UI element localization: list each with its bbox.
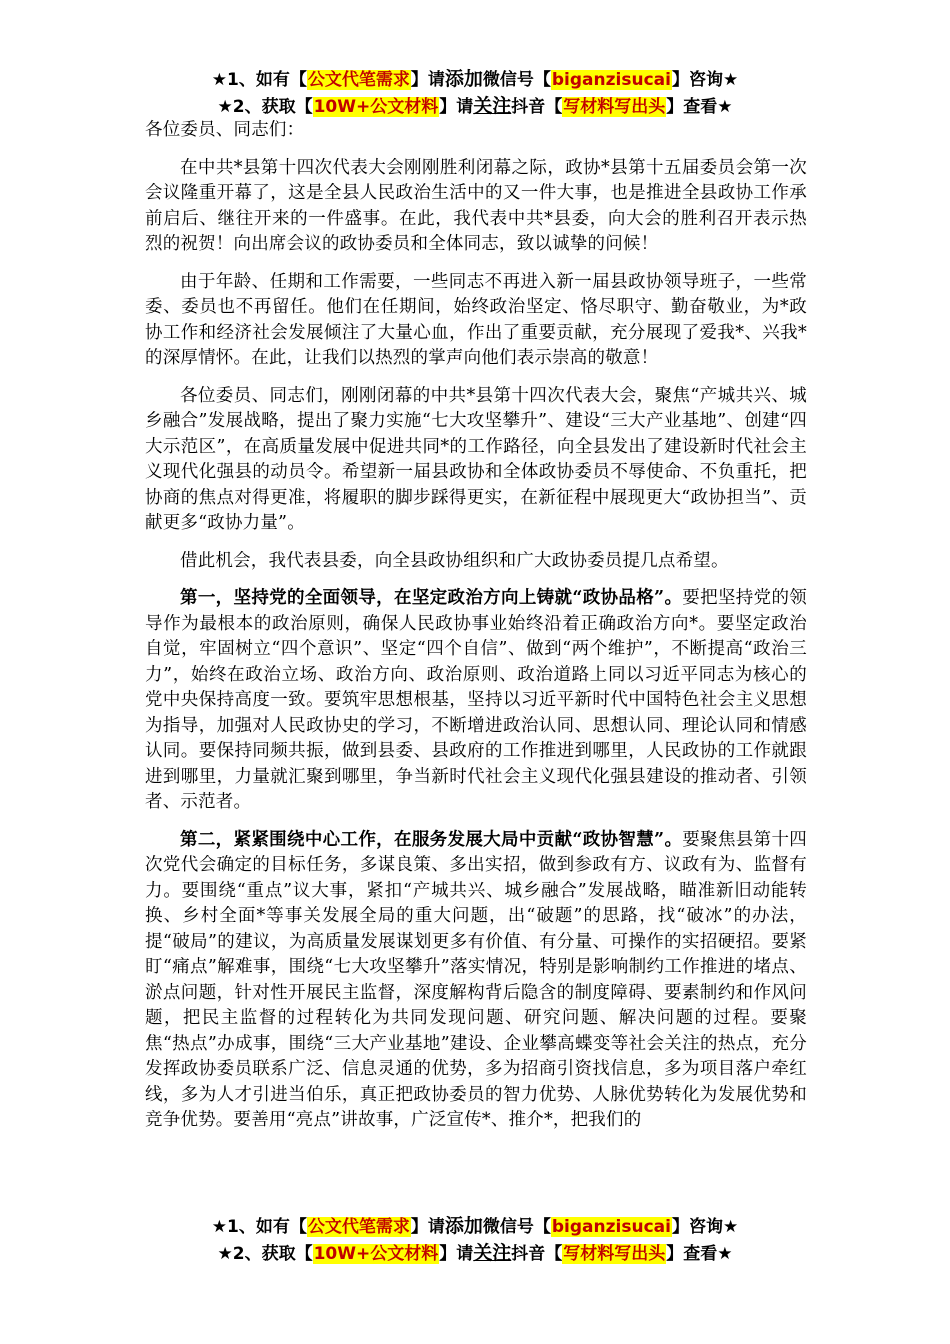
banner-text: 】请: [439, 97, 474, 117]
header-line-2: [0, 93, 950, 120]
point-body: 要把坚持党的领导作为最根本的政治原则，确保人民政协事业始终沿着正确政治方向*。要坚定政治自觉，牢固树立“四个意识”、坚定“四个自信”、做到“两个维护”，不断提高“政治三力”，始终在政治立场、政治方向、政治原则、政治道路上同以习近平同志为核心的党中央保持高度一致。要筑牢思想根基，坚持以习近平新时代中国特色社会主义思想为指导，加强对人民政协史的学习，不断增进政治认同、思想认同、理论认同和情感认同。要保持同频共振，做到县委、县政府的工作推进到哪里，人民政协的工作就跟进到哪里，力量就汇聚到哪里，争当新时代社会主义现代化强县建设的推动者、引领者、示范者。: [145, 588, 807, 812]
paragraph-second-point: [145, 828, 807, 1134]
banner-text: 抖音【: [511, 97, 563, 117]
banner-text: 抖音【: [511, 1244, 563, 1264]
banner-text: ★2、获取【: [217, 97, 313, 117]
header-line-1: [0, 66, 950, 93]
banner-highlight: 公文代笔需求: [307, 70, 410, 90]
banner-highlight: 写材料写出头: [563, 97, 666, 117]
paragraph-hopes-intro: 借此机会，我代表县委，向全县政协组织和广大政协委员提几点希望。: [180, 550, 729, 571]
banner-emphasis: 关注: [473, 95, 512, 117]
document-body: [145, 118, 807, 1134]
banner-highlight: 10W+公文材料: [313, 97, 439, 117]
footer-banner: [0, 1213, 950, 1267]
banner-text: ★1、如有【: [211, 1217, 307, 1237]
banner-emphasis: 添加: [444, 68, 483, 90]
paragraph-congress: 各位委员、同志们，刚刚闭幕的中共*县第十四次代表大会，聚焦“产城共兴、城乡融合”发展战略，提出了聚力实施“七大攻坚攀升”、建设“三大产业基地”、创建“四大示范区”，在高质量发展中促进共同*的工作路径，向全县发出了建设新时代社会主义现代化强县的动员令。希望新一届县政协和全体政协委员不辱使命、不负重托，把协商的焦点对得更准，将履职的脚步踩得更实，在新征程中展现更大“政协担当”、贡献更多“政协力量”。: [145, 385, 807, 533]
point-heading: 第一，坚持党的全面领导，在坚定政治方向上铸就“政协品格”。: [180, 588, 683, 608]
banner-text: 】咨询★: [671, 70, 739, 90]
header-banner: [0, 66, 950, 120]
banner-text: 】咨询★: [671, 1217, 739, 1237]
paragraph-tribute: 由于年龄、任期和工作需要，一些同志不再进入新一届县政协领导班子，一些常委、委员也不再留任。他们在任期间，始终政治坚定、恪尽职守、勤奋敬业，为*政协工作和经济社会发展倾注了大量心血，作出了重要贡献，充分展现了爱我*、兴我*的深厚情怀。在此，让我们以热烈的掌声向他们表示崇高的敬意！: [145, 271, 807, 368]
banner-text: 微信号【: [482, 70, 551, 90]
banner-highlight: biganzisucai: [551, 70, 671, 90]
paragraph-opening: 在中共*县第十四次代表大会刚刚胜利闭幕之际，政协*县第十五届委员会第一次会议隆重开幕了，这是全县人民政治生活中的又一件大事，也是推进全县政协工作承前启后、继往开来的一件盛事。在此，我代表中共*县委，向大会的胜利召开表示热烈的祝贺！向出席会议的政协委员和全体同志，致以诚挚的问候！: [145, 157, 807, 254]
paragraph-first-point: [145, 586, 807, 816]
banner-text: 】请: [410, 1217, 445, 1237]
banner-emphasis: 关注: [473, 1242, 512, 1264]
banner-highlight: 10W+公文材料: [313, 1244, 439, 1264]
footer-line-2: [0, 1240, 950, 1267]
banner-text: ★1、如有【: [211, 70, 307, 90]
banner-text: 】请: [439, 1244, 474, 1264]
banner-text: 】查看★: [666, 97, 733, 117]
banner-text: 微信号【: [482, 1217, 551, 1237]
banner-highlight: 公文代笔需求: [307, 1217, 410, 1237]
footer-line-1: [0, 1213, 950, 1240]
banner-highlight: 写材料写出头: [563, 1244, 666, 1264]
banner-text: 】查看★: [666, 1244, 733, 1264]
salutation: 各位委员、同志们：: [145, 120, 305, 140]
point-body: 要聚焦县第十四次党代会确定的目标任务，多谋良策、多出实招，做到参政有方、议政有为、监督有力。要围绕“重点”议大事，紧扣“产城共兴、城乡融合”发展战略，瞄准新旧动能转换、乡村全面*等事关发展全局的重大问题，出“破题”的思路，找“破冰”的办法，提“破局”的建议，为高质量发展谋划更多有价值、有分量、可操作的实招硬招。要紧盯“痛点”解难事，围绕“七大攻坚攀升”落实情况，特别是影响制约工作推进的堵点、淤点问题，针对性开展民主监督，深度解构背后隐含的制度障碍、要素制约和作风问题，把民主监督的过程转化为共同发现问题、研究问题、解决问题的过程。要聚焦“热点”办成事，围绕“三大产业基地”建设、企业攀高蝶变等社会关注的热点，充分发挥政协委员联系广泛、信息灵通的优势，多为招商引资找信息，多为项目落户牵红线，多为人才引进当伯乐，真正把政协委员的智力优势、人脉优势转化为发展优势和竞争优势。要善用“亮点”讲故事，广泛宣传*、推介*，把我们的: [145, 829, 807, 1130]
banner-highlight: biganzisucai: [551, 1217, 671, 1237]
point-heading: 第二，紧紧围绕中心工作，在服务发展大局中贡献“政协智慧”。: [180, 829, 683, 850]
banner-text: 】请: [410, 70, 445, 90]
banner-emphasis: 添加: [444, 1215, 483, 1237]
banner-text: ★2、获取【: [217, 1244, 313, 1264]
